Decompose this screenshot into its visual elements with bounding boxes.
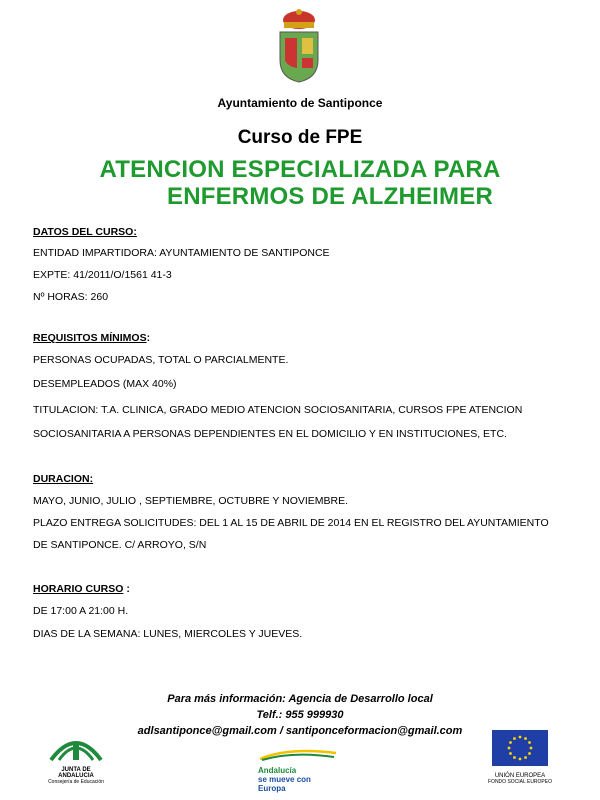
junta-logo-line-1: JUNTA DE ANDALUCIA	[58, 767, 94, 779]
eu-star-icon	[509, 752, 512, 755]
plazo-text-2: DE SANTIPONCE. C/ ARROYO, S/N	[33, 539, 207, 551]
junta-andalucia-logo	[45, 730, 107, 785]
contact-phone: Telf.: 955 999930	[256, 709, 344, 721]
contact-emails: adlsantiponce@gmail.com / santiponceformacion@gmail.com	[137, 725, 463, 737]
requisitos-heading-text: REQUISITOS MÍNIMOS	[33, 332, 147, 344]
entidad-text: ENTIDAD IMPARTIDORA: AYUNTAMIENTO DE SANTIPONCE	[33, 247, 330, 259]
contact-info: Para más información: Agencia de Desarrollo local	[167, 693, 433, 705]
horas-text: Nº HORAS: 260	[33, 291, 109, 303]
eu-star-icon	[508, 747, 511, 750]
expte-text: EXPTE: 41/2011/O/1561 41-3	[33, 269, 172, 281]
course-details	[33, 0, 578, 800]
junta-logo-line-2: Consejería de Educación	[48, 779, 104, 785]
titulacion-text-1: TITULACION: T.A. CLINICA, GRADO MEDIO ATENCION SOCIOSANITARIA, CURSOS FPE ATENCION	[33, 404, 523, 416]
horario-heading	[33, 583, 130, 595]
municipality-name: Ayuntamiento de Santiponce	[217, 96, 383, 110]
ocupadas-text: PERSONAS OCUPADAS, TOTAL O PARCIALMENTE.	[33, 354, 289, 366]
horario-dias-text: DIAS DE LA SEMANA: LUNES, MIERCOLES Y JUEVES.	[33, 628, 303, 640]
eu-star-icon	[528, 752, 531, 755]
course-title-line-1: ATENCION ESPECIALIZADA PARA	[99, 156, 501, 183]
eu-flag-icon	[480, 730, 560, 768]
plazo-text-1: PLAZO ENTREGA SOLICITUDES: DEL 1 AL 15 DE ABRIL DE 2014 EN EL REGISTRO DEL AYUNTAMIENTO	[33, 517, 549, 529]
eu-star-icon	[519, 736, 522, 739]
eu-logo	[480, 730, 560, 786]
eu-star-icon	[509, 741, 512, 744]
junta-emblem-icon	[45, 730, 107, 762]
course-title-line-2: ENFERMOS DE ALZHEIMER	[167, 183, 493, 210]
horario-horas-text: DE 17:00 A 21:00 H.	[33, 605, 129, 617]
horario-heading-text: HORARIO CURSO	[33, 583, 124, 595]
course-type: Curso de FPE	[237, 127, 363, 148]
andalucia-logo-line-1: Andalucía	[258, 766, 297, 775]
eu-logo-line-2: FONDO SOCIAL EUROPEO	[488, 779, 552, 785]
andalucia-logo-line-2: se mueve con Europa	[258, 775, 311, 793]
titulacion-text-2: SOCIOSANITARIA A PERSONAS DEPENDIENTES EN EL DOMICILIO Y EN INSTITUCIONES, ETC.	[33, 428, 507, 440]
eu-star-icon	[524, 756, 527, 759]
andalucia-swoosh-icon	[258, 749, 338, 761]
eu-star-icon	[513, 756, 516, 759]
eu-star-icon	[519, 758, 522, 761]
eu-logo-line-1: UNIÓN EUROPEA	[494, 773, 546, 779]
eu-star-icon	[524, 737, 527, 740]
eu-star-icon	[530, 747, 533, 750]
duracion-heading: DURACION:	[33, 473, 94, 485]
desempleados-text: DESEMPLEADOS (MAX 40%)	[33, 378, 177, 390]
requisitos-heading-tail: :	[146, 332, 151, 344]
datos-heading: DATOS DEL CURSO:	[33, 226, 137, 238]
eu-star-icon	[528, 741, 531, 744]
eu-star-icon	[513, 737, 516, 740]
requisitos-heading	[33, 332, 150, 344]
meses-text: MAYO, JUNIO, JULIO , SEPTIEMBRE, OCTUBRE Y NOVIEMBRE.	[33, 495, 349, 507]
horario-heading-tail: :	[123, 583, 130, 595]
andalucia-europa-logo	[258, 748, 338, 793]
